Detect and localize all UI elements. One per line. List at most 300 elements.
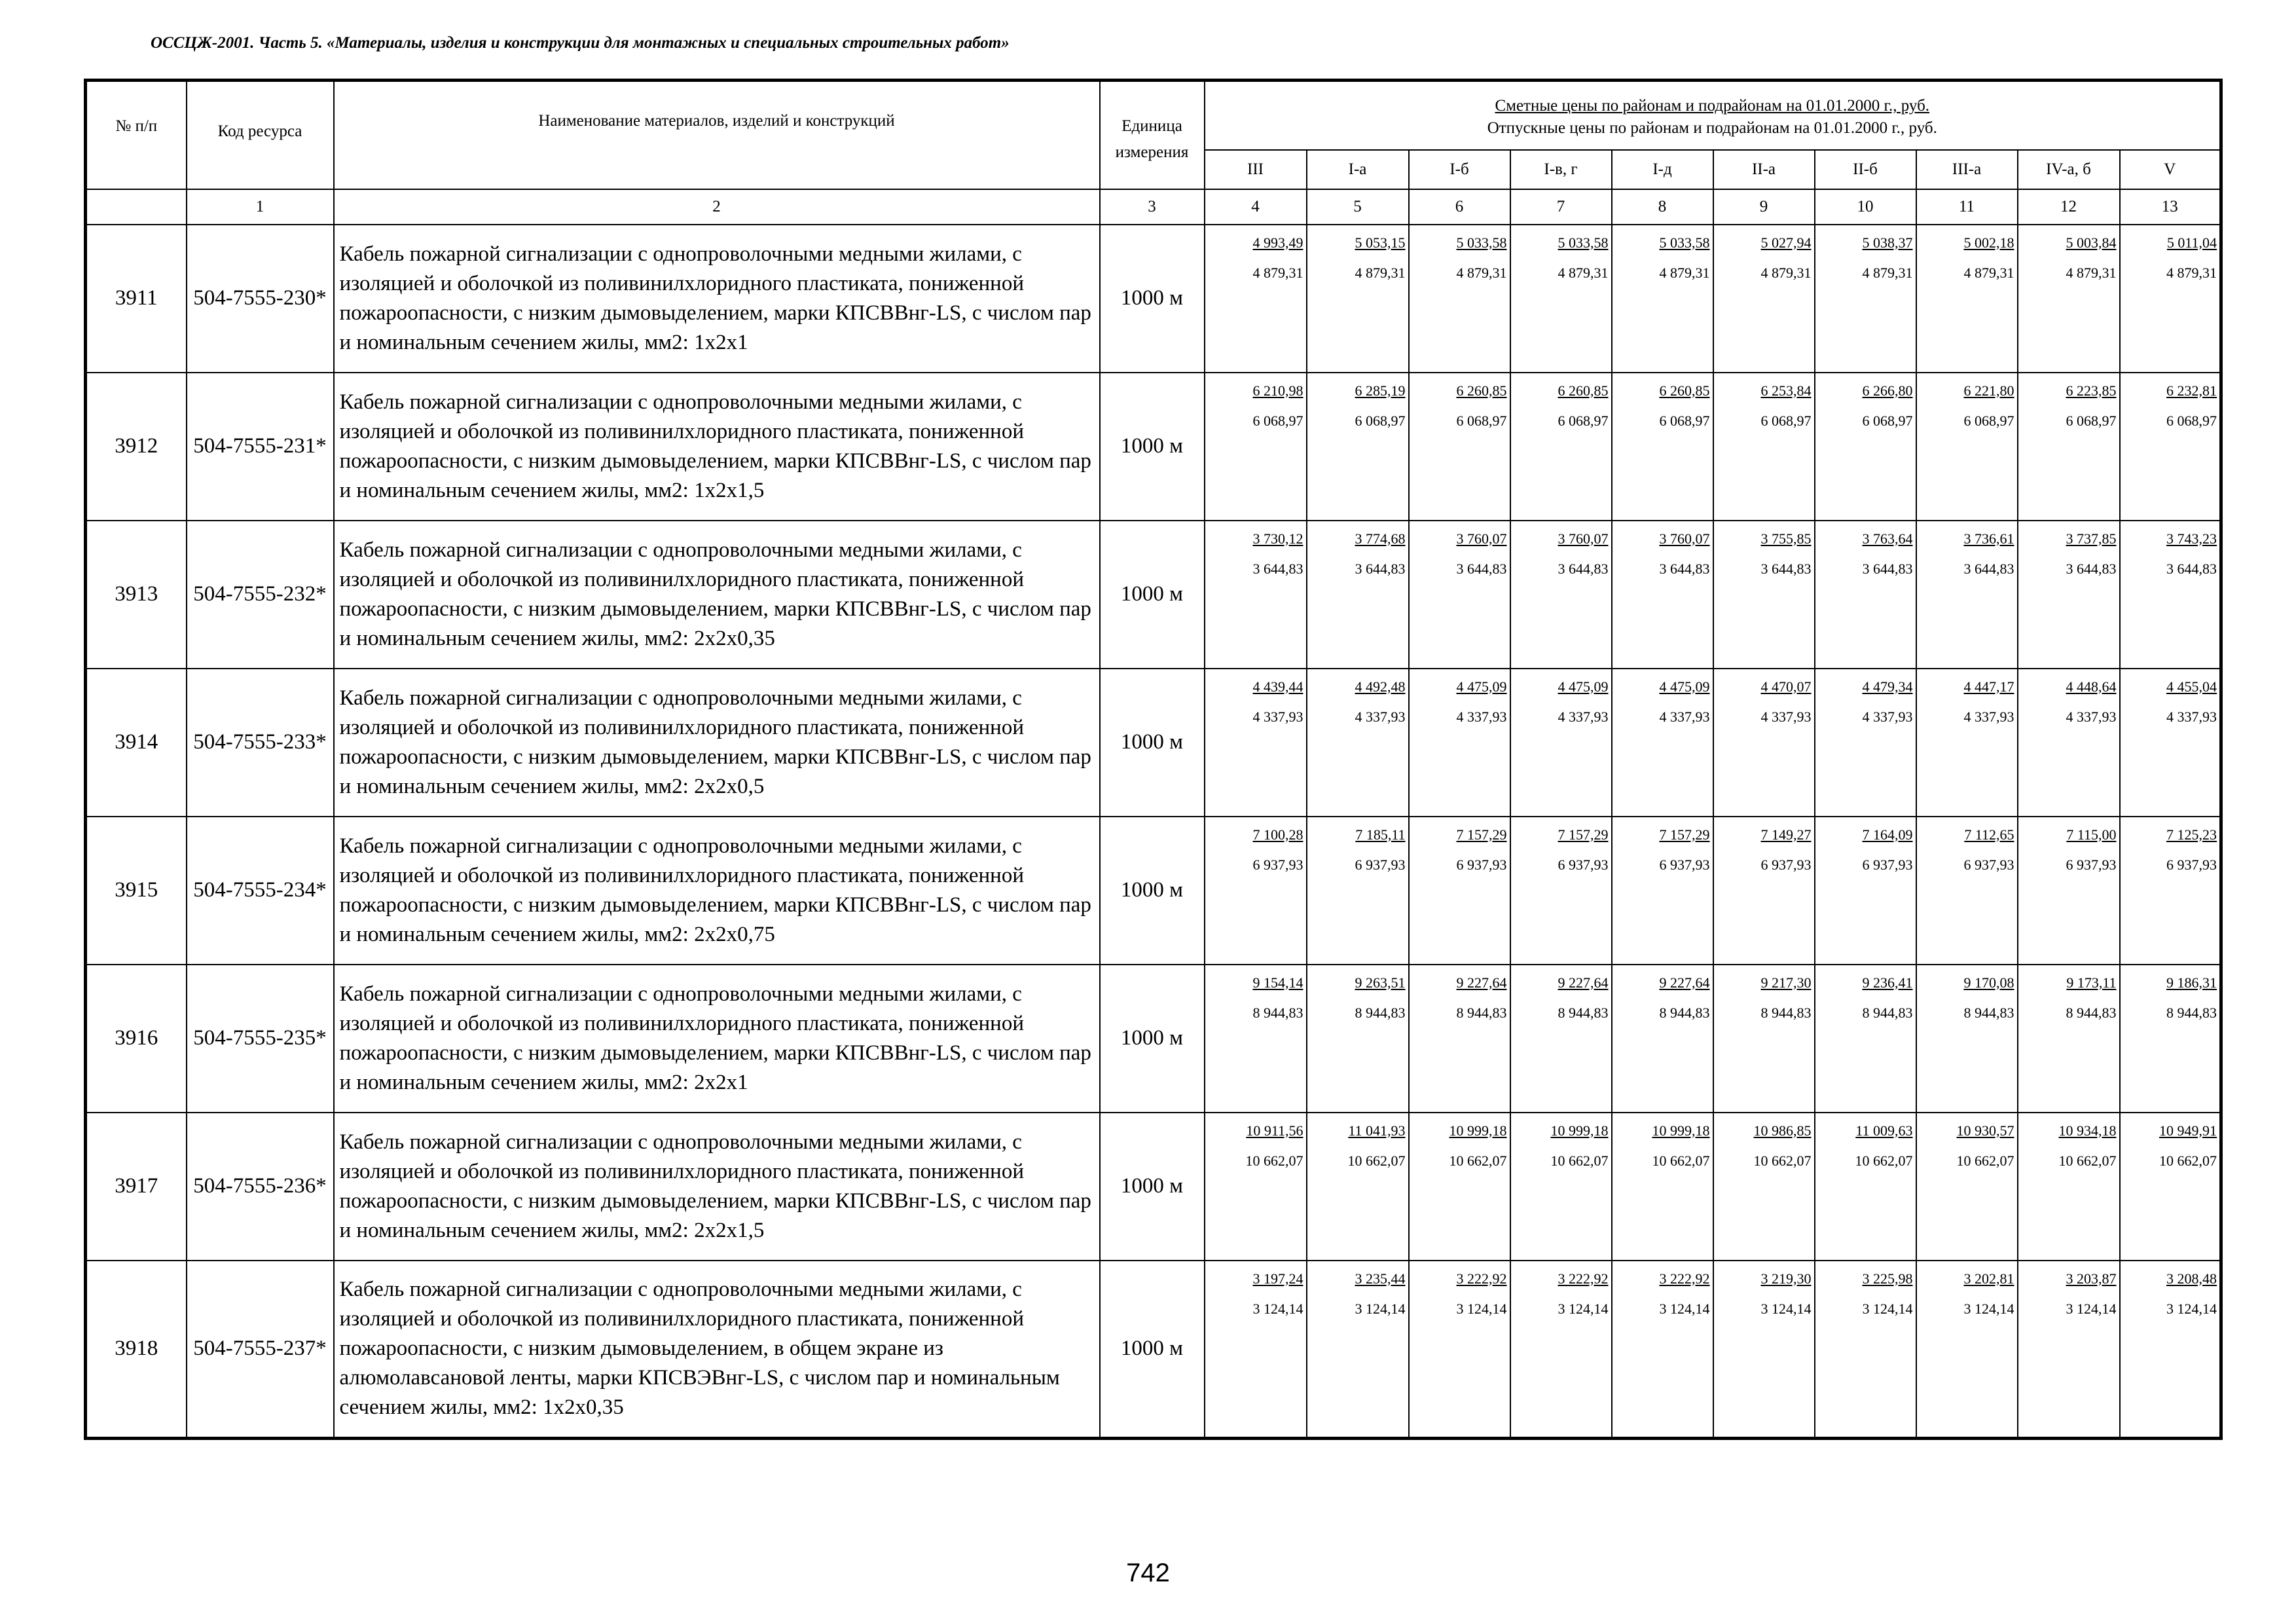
release-price: 3 124,14 — [1252, 1300, 1303, 1317]
estimate-price: 6 260,85 — [1456, 382, 1507, 399]
estimate-price: 3 235,44 — [1355, 1270, 1406, 1287]
estimate-price: 9 263,51 — [1355, 974, 1406, 991]
release-price: 8 944,83 — [2166, 1004, 2217, 1021]
price-cell — [1612, 1113, 1713, 1261]
release-price: 6 068,97 — [1252, 412, 1303, 429]
release-price: 4 337,93 — [1252, 708, 1303, 725]
header-region: III-а — [1916, 150, 2018, 189]
estimate-price: 3 760,07 — [1558, 530, 1609, 547]
estimate-price: 5 011,04 — [2166, 234, 2217, 251]
estimate-price: 7 164,09 — [1862, 826, 1913, 843]
estimate-price: 3 730,12 — [1252, 530, 1303, 547]
price-cell — [1612, 1261, 1713, 1439]
estimate-price: 9 227,64 — [1659, 974, 1710, 991]
estimate-price: 4 475,09 — [1558, 678, 1609, 695]
estimate-price: 5 033,58 — [1456, 234, 1507, 251]
release-price: 6 068,97 — [1456, 412, 1507, 429]
row-number: 3916 — [86, 965, 187, 1113]
header-code: Код ресурса — [187, 81, 334, 189]
row-number: 3911 — [86, 225, 187, 373]
release-price: 10 662,07 — [1347, 1152, 1406, 1169]
estimate-price: 5 038,37 — [1862, 234, 1913, 251]
release-price: 3 644,83 — [2166, 560, 2217, 577]
release-price: 8 944,83 — [1659, 1004, 1710, 1021]
release-price: 6 937,93 — [1456, 856, 1507, 873]
release-price: 3 644,83 — [1558, 560, 1609, 577]
column-number: 1 — [187, 189, 334, 225]
material-name: Кабель пожарной сигнализации с однопроволочными медными жилами, с изоляцией и оболочкой из поливинилхлоридного пластиката, пониженной пожароопасности, с низким дымовыделением, марки КПСВВнг-LS, с числом пар и номинальным сечением жилы, мм2: 2х2х0,5 — [334, 669, 1100, 817]
estimate-price: 3 222,92 — [1659, 1270, 1710, 1287]
release-price: 3 124,14 — [2166, 1300, 2217, 1317]
release-price: 8 944,83 — [1760, 1004, 1812, 1021]
price-cell — [1409, 817, 1510, 965]
release-price: 10 662,07 — [2159, 1152, 2217, 1169]
price-cell — [2018, 965, 2120, 1113]
estimate-price: 3 208,48 — [2166, 1270, 2217, 1287]
price-cell — [1815, 225, 1916, 373]
estimate-price: 7 157,29 — [1558, 826, 1609, 843]
price-cell — [1815, 817, 1916, 965]
price-cell — [1205, 373, 1307, 521]
price-cell — [1815, 1261, 1916, 1439]
release-price: 4 337,93 — [1862, 708, 1913, 725]
header-region: V — [2120, 150, 2221, 189]
release-price: 3 644,83 — [2066, 560, 2117, 577]
price-cell — [1307, 373, 1409, 521]
release-price: 6 068,97 — [1862, 412, 1913, 429]
price-cell — [1409, 1113, 1510, 1261]
estimate-price: 6 266,80 — [1862, 382, 1913, 399]
price-cell — [1205, 521, 1307, 669]
header-region: I-а — [1307, 150, 1409, 189]
estimate-price: 7 157,29 — [1659, 826, 1710, 843]
release-price: 3 124,14 — [1963, 1300, 2014, 1317]
release-price: 4 879,31 — [2166, 264, 2217, 281]
estimate-price: 4 993,49 — [1252, 234, 1303, 251]
price-cell — [1713, 1261, 1815, 1439]
release-price: 8 944,83 — [1558, 1004, 1609, 1021]
price-cell — [1510, 965, 1612, 1113]
estimate-price: 5 027,94 — [1760, 234, 1812, 251]
price-cell — [1409, 225, 1510, 373]
unit-of-measure: 1000 м — [1100, 1113, 1205, 1261]
release-price: 6 068,97 — [1760, 412, 1812, 429]
estimate-price: 7 100,28 — [1252, 826, 1303, 843]
estimate-price: 3 197,24 — [1252, 1270, 1303, 1287]
column-number: 3 — [1100, 189, 1205, 225]
estimate-price: 6 210,98 — [1252, 382, 1303, 399]
price-cell — [1916, 1113, 2018, 1261]
price-cell — [1510, 225, 1612, 373]
estimate-price: 5 003,84 — [2066, 234, 2117, 251]
release-price: 8 944,83 — [1355, 1004, 1406, 1021]
estimate-price: 3 737,85 — [2066, 530, 2117, 547]
price-cell — [1409, 521, 1510, 669]
release-price: 6 068,97 — [1355, 412, 1406, 429]
price-cell — [1510, 1261, 1612, 1439]
estimate-price: 9 227,64 — [1456, 974, 1507, 991]
estimate-price: 4 475,09 — [1659, 678, 1710, 695]
table-row — [86, 817, 2221, 965]
release-price: 10 662,07 — [1753, 1152, 1812, 1169]
estimate-price: 5 033,58 — [1558, 234, 1609, 251]
release-price: 4 879,31 — [1252, 264, 1303, 281]
release-price: 4 337,93 — [2166, 708, 2217, 725]
release-price: 10 662,07 — [1652, 1152, 1710, 1169]
release-price: 3 124,14 — [2066, 1300, 2117, 1317]
estimate-price: 11 041,93 — [1348, 1122, 1406, 1139]
release-price: 6 068,97 — [2166, 412, 2217, 429]
estimate-price: 4 448,64 — [2066, 678, 2117, 695]
price-cell — [1510, 521, 1612, 669]
release-price: 10 662,07 — [1550, 1152, 1609, 1169]
estimate-price: 6 260,85 — [1659, 382, 1710, 399]
release-price: 3 644,83 — [1355, 560, 1406, 577]
price-cell — [1510, 1113, 1612, 1261]
price-cell — [2018, 817, 2120, 965]
price-cell — [2018, 521, 2120, 669]
estimate-price: 9 154,14 — [1252, 974, 1303, 991]
table-body — [86, 225, 2221, 1439]
price-cell — [2018, 225, 2120, 373]
price-cell — [2120, 669, 2221, 817]
estimate-price: 10 911,56 — [1246, 1122, 1303, 1139]
release-price: 4 337,93 — [2066, 708, 2117, 725]
column-number: 13 — [2120, 189, 2221, 225]
column-number: 12 — [2018, 189, 2120, 225]
release-price: 6 937,93 — [2066, 856, 2117, 873]
release-price: 3 644,83 — [1252, 560, 1303, 577]
price-cell — [1713, 669, 1815, 817]
price-cell — [2120, 1113, 2221, 1261]
release-price: 6 068,97 — [2066, 412, 2117, 429]
column-number: 9 — [1713, 189, 1815, 225]
resource-code: 504-7555-230* — [187, 225, 334, 373]
price-cell — [2018, 373, 2120, 521]
price-cell — [2018, 1113, 2120, 1261]
row-number: 3915 — [86, 817, 187, 965]
release-price: 3 124,14 — [1558, 1300, 1609, 1317]
estimate-price: 6 260,85 — [1558, 382, 1609, 399]
estimate-price: 3 760,07 — [1659, 530, 1710, 547]
price-cell — [2018, 1261, 2120, 1439]
price-cell — [1307, 965, 1409, 1113]
release-price: 6 937,93 — [1760, 856, 1812, 873]
estimate-price: 9 227,64 — [1558, 974, 1609, 991]
column-number-blank — [86, 189, 187, 225]
estimate-price: 10 999,18 — [1550, 1122, 1609, 1139]
header-prices — [1205, 81, 2221, 150]
estimate-price: 4 447,17 — [1963, 678, 2014, 695]
estimate-price: 3 222,92 — [1558, 1270, 1609, 1287]
release-price: 6 937,93 — [2166, 856, 2217, 873]
price-cell — [1815, 965, 1916, 1113]
resource-code: 504-7555-235* — [187, 965, 334, 1113]
estimate-price: 9 236,41 — [1862, 974, 1913, 991]
price-cell — [1713, 1113, 1815, 1261]
price-cell — [1307, 1113, 1409, 1261]
price-cell — [1510, 669, 1612, 817]
estimate-price: 3 225,98 — [1862, 1270, 1913, 1287]
release-price: 4 337,93 — [1558, 708, 1609, 725]
estimate-price: 7 157,29 — [1456, 826, 1507, 843]
estimate-price: 7 185,11 — [1355, 826, 1406, 843]
row-number: 3912 — [86, 373, 187, 521]
price-cell — [1205, 1113, 1307, 1261]
column-number: 2 — [334, 189, 1100, 225]
unit-of-measure: 1000 м — [1100, 965, 1205, 1113]
column-number: 7 — [1510, 189, 1612, 225]
price-cell — [1916, 1261, 2018, 1439]
header-name: Наименование материалов, изделий и конструкций — [334, 81, 1100, 189]
column-number: 8 — [1612, 189, 1713, 225]
resource-code: 504-7555-234* — [187, 817, 334, 965]
estimate-price: 11 009,63 — [1855, 1122, 1913, 1139]
release-price: 4 337,93 — [1456, 708, 1507, 725]
estimate-price: 3 763,64 — [1862, 530, 1913, 547]
estimate-price: 4 455,04 — [2166, 678, 2217, 695]
unit-of-measure: 1000 м — [1100, 1261, 1205, 1439]
release-price: 3 644,83 — [1659, 560, 1710, 577]
column-number: 5 — [1307, 189, 1409, 225]
price-cell — [1713, 965, 1815, 1113]
price-cell — [1307, 1261, 1409, 1439]
release-price: 3 644,83 — [1963, 560, 2014, 577]
price-cell — [1205, 1261, 1307, 1439]
resource-code: 504-7555-233* — [187, 669, 334, 817]
header-region: I-в, г — [1510, 150, 1612, 189]
price-cell — [1510, 817, 1612, 965]
release-price: 10 662,07 — [1245, 1152, 1303, 1169]
release-price: 4 879,31 — [1456, 264, 1507, 281]
table-row — [86, 225, 2221, 373]
document-header-title: ОССЦЖ-2001. Часть 5. «Материалы, изделия и конструкции для монтажных и специальных строительных работ» — [151, 34, 1010, 52]
price-cell — [1815, 373, 1916, 521]
column-number: 10 — [1815, 189, 1916, 225]
price-cell — [2120, 521, 2221, 669]
estimate-price: 4 439,44 — [1252, 678, 1303, 695]
price-cell — [2120, 965, 2221, 1113]
estimate-price: 10 999,18 — [1652, 1122, 1710, 1139]
price-cell — [1307, 521, 1409, 669]
price-cell — [1409, 373, 1510, 521]
price-cell — [1307, 225, 1409, 373]
price-cell — [1510, 373, 1612, 521]
price-cell — [1612, 225, 1713, 373]
resource-code: 504-7555-232* — [187, 521, 334, 669]
material-name: Кабель пожарной сигнализации с однопроволочными медными жилами, с изоляцией и оболочкой из поливинилхлоридного пластиката, пониженной пожароопасности, с низким дымовыделением, марки КПСВВнг-LS, с числом пар и номинальным сечением жилы, мм2: 2х2х0,75 — [334, 817, 1100, 965]
price-cell — [1612, 817, 1713, 965]
unit-of-measure: 1000 м — [1100, 521, 1205, 669]
release-price: 4 879,31 — [1760, 264, 1812, 281]
release-price: 3 644,83 — [1456, 560, 1507, 577]
release-price: 3 644,83 — [1862, 560, 1913, 577]
release-price: 4 337,93 — [1760, 708, 1812, 725]
price-cell — [1612, 373, 1713, 521]
price-cell — [1916, 669, 2018, 817]
price-cell — [1612, 965, 1713, 1113]
estimate-price: 7 125,23 — [2166, 826, 2217, 843]
release-price: 6 068,97 — [1659, 412, 1710, 429]
estimate-price: 7 112,65 — [1964, 826, 2014, 843]
header-region: I-б — [1409, 150, 1510, 189]
price-cell — [2120, 225, 2221, 373]
column-number: 11 — [1916, 189, 2018, 225]
estimate-price: 4 492,48 — [1355, 678, 1406, 695]
price-cell — [1916, 817, 2018, 965]
release-price: 3 124,14 — [1760, 1300, 1812, 1317]
release-price: 6 937,93 — [1659, 856, 1710, 873]
release-price: 3 644,83 — [1760, 560, 1812, 577]
release-price: 4 879,31 — [2066, 264, 2117, 281]
material-name: Кабель пожарной сигнализации с однопроволочными медными жилами, с изоляцией и оболочкой из поливинилхлоридного пластиката, пониженной пожароопасности, с низким дымовыделением, марки КПСВВнг-LS, с числом пар и номинальным сечением жилы, мм2: 2х2х1,5 — [334, 1113, 1100, 1261]
release-price: 6 068,97 — [1963, 412, 2014, 429]
price-cell — [1713, 817, 1815, 965]
estimate-price: 3 755,85 — [1760, 530, 1812, 547]
resource-code: 504-7555-237* — [187, 1261, 334, 1439]
release-price: 8 944,83 — [1252, 1004, 1303, 1021]
column-number-row — [86, 189, 2221, 225]
price-cell — [2018, 669, 2120, 817]
estimate-price: 10 999,18 — [1449, 1122, 1507, 1139]
price-cell — [1916, 965, 2018, 1113]
release-price: 8 944,83 — [1456, 1004, 1507, 1021]
estimate-price: 6 253,84 — [1760, 382, 1812, 399]
estimate-price: 7 149,27 — [1760, 826, 1812, 843]
price-cell — [1307, 669, 1409, 817]
release-price: 6 937,93 — [1355, 856, 1406, 873]
release-price: 4 879,31 — [1558, 264, 1609, 281]
header-prices-estimate: Сметные цены по районам и подрайонам на 01.01.2000 г., руб. — [1495, 97, 1930, 115]
table-row — [86, 965, 2221, 1113]
price-cell — [1713, 521, 1815, 669]
row-number: 3914 — [86, 669, 187, 817]
row-number: 3917 — [86, 1113, 187, 1261]
price-cell — [1409, 1261, 1510, 1439]
release-price: 8 944,83 — [1963, 1004, 2014, 1021]
estimate-price: 9 186,31 — [2166, 974, 2217, 991]
table-row — [86, 669, 2221, 817]
header-num: № п/п — [86, 81, 187, 189]
release-price: 3 124,14 — [1862, 1300, 1913, 1317]
header-region: I-д — [1612, 150, 1713, 189]
material-name: Кабель пожарной сигнализации с однопроволочными медными жилами, с изоляцией и оболочкой из поливинилхлоридного пластиката, пониженной пожароопасности, с низким дымовыделением, марки КПСВВнг-LS, с числом пар и номинальным сечением жилы, мм2: 2х2х0,35 — [334, 521, 1100, 669]
column-number: 6 — [1409, 189, 1510, 225]
estimate-price: 5 033,58 — [1659, 234, 1710, 251]
price-cell — [1409, 669, 1510, 817]
release-price: 6 068,97 — [1558, 412, 1609, 429]
release-price: 4 337,93 — [1659, 708, 1710, 725]
header-prices-release: Отпускные цены по районам и подрайонам на 01.01.2000 г., руб. — [1487, 119, 1937, 138]
header-region: IV-а, б — [2018, 150, 2120, 189]
estimate-price: 10 934,18 — [2058, 1122, 2117, 1139]
estimate-price: 3 222,92 — [1456, 1270, 1507, 1287]
header-region: II-а — [1713, 150, 1815, 189]
estimate-price: 3 202,81 — [1963, 1270, 2014, 1287]
unit-of-measure: 1000 м — [1100, 669, 1205, 817]
material-name: Кабель пожарной сигнализации с однопроволочными медными жилами, с изоляцией и оболочкой из поливинилхлоридного пластиката, пониженной пожароопасности, с низким дымовыделением, марки КПСВВнг-LS, с числом пар и номинальным сечением жилы, мм2: 1х2х1 — [334, 225, 1100, 373]
material-name: Кабель пожарной сигнализации с однопроволочными медными жилами, с изоляцией и оболочкой из поливинилхлоридного пластиката, пониженной пожароопасности, с низким дымовыделением, марки КПСВВнг-LS, с числом пар и номинальным сечением жилы, мм2: 1х2х1,5 — [334, 373, 1100, 521]
material-name: Кабель пожарной сигнализации с однопроволочными медными жилами, с изоляцией и оболочкой из поливинилхлоридного пластиката, пониженной пожароопасности, с низким дымовыделением, в общем экране из алюмолавсановой ленты, марки КПСВЭВнг-LS, с числом пар и номинальным сечением жилы, мм2: 1х2х0,35 — [334, 1261, 1100, 1439]
estimate-price: 3 736,61 — [1963, 530, 2014, 547]
estimate-price: 3 203,87 — [2066, 1270, 2117, 1287]
estimate-price: 10 930,57 — [1956, 1122, 2014, 1139]
estimate-price: 6 223,85 — [2066, 382, 2117, 399]
header-region: II-б — [1815, 150, 1916, 189]
release-price: 4 879,31 — [1862, 264, 1913, 281]
price-cell — [1205, 669, 1307, 817]
release-price: 6 937,93 — [1963, 856, 2014, 873]
estimate-price: 6 221,80 — [1963, 382, 2014, 399]
material-name: Кабель пожарной сигнализации с однопроволочными медными жилами, с изоляцией и оболочкой из поливинилхлоридного пластиката, пониженной пожароопасности, с низким дымовыделением, марки КПСВВнг-LS, с числом пар и номинальным сечением жилы, мм2: 2х2х1 — [334, 965, 1100, 1113]
price-cell — [1612, 521, 1713, 669]
release-price: 4 879,31 — [1659, 264, 1710, 281]
estimate-price: 3 743,23 — [2166, 530, 2217, 547]
estimate-price: 5 053,15 — [1355, 234, 1406, 251]
release-price: 6 937,93 — [1252, 856, 1303, 873]
price-cell — [1713, 225, 1815, 373]
price-cell — [1815, 521, 1916, 669]
resource-code: 504-7555-236* — [187, 1113, 334, 1261]
estimate-price: 3 760,07 — [1456, 530, 1507, 547]
estimate-price: 10 949,91 — [2159, 1122, 2217, 1139]
estimate-price: 9 173,11 — [2066, 974, 2117, 991]
price-cell — [1815, 669, 1916, 817]
resource-code: 504-7555-231* — [187, 373, 334, 521]
estimate-price: 3 219,30 — [1760, 1270, 1812, 1287]
price-cell — [1205, 965, 1307, 1113]
estimate-price: 6 285,19 — [1355, 382, 1406, 399]
price-cell — [1409, 965, 1510, 1113]
price-cell — [1612, 669, 1713, 817]
release-price: 10 662,07 — [2058, 1152, 2117, 1169]
release-price: 6 937,93 — [1862, 856, 1913, 873]
row-number: 3918 — [86, 1261, 187, 1439]
price-cell — [2120, 1261, 2221, 1439]
price-cell — [1815, 1113, 1916, 1261]
price-cell — [1205, 225, 1307, 373]
price-cell — [1713, 373, 1815, 521]
estimate-price: 6 232,81 — [2166, 382, 2217, 399]
header-unit: Единица измерения — [1100, 81, 1205, 189]
estimate-price: 5 002,18 — [1963, 234, 2014, 251]
release-price: 4 879,31 — [1963, 264, 2014, 281]
estimate-price: 4 479,34 — [1862, 678, 1913, 695]
row-number: 3913 — [86, 521, 187, 669]
table-header — [86, 81, 2221, 225]
release-price: 4 337,93 — [1355, 708, 1406, 725]
estimate-price: 4 475,09 — [1456, 678, 1507, 695]
release-price: 10 662,07 — [1449, 1152, 1507, 1169]
estimate-price: 9 217,30 — [1760, 974, 1812, 991]
release-price: 10 662,07 — [1956, 1152, 2014, 1169]
release-price: 8 944,83 — [1862, 1004, 1913, 1021]
price-cell — [1916, 225, 2018, 373]
page-number: 742 — [1126, 1559, 1170, 1587]
release-price: 3 124,14 — [1659, 1300, 1710, 1317]
release-price: 4 337,93 — [1963, 708, 2014, 725]
unit-of-measure: 1000 м — [1100, 225, 1205, 373]
release-price: 8 944,83 — [2066, 1004, 2117, 1021]
price-cell — [1205, 817, 1307, 965]
estimate-price: 3 774,68 — [1355, 530, 1406, 547]
estimate-price: 7 115,00 — [2066, 826, 2117, 843]
estimate-price: 4 470,07 — [1760, 678, 1812, 695]
price-cell — [1307, 817, 1409, 965]
price-cell — [2120, 817, 2221, 965]
table-row — [86, 373, 2221, 521]
release-price: 3 124,14 — [1355, 1300, 1406, 1317]
